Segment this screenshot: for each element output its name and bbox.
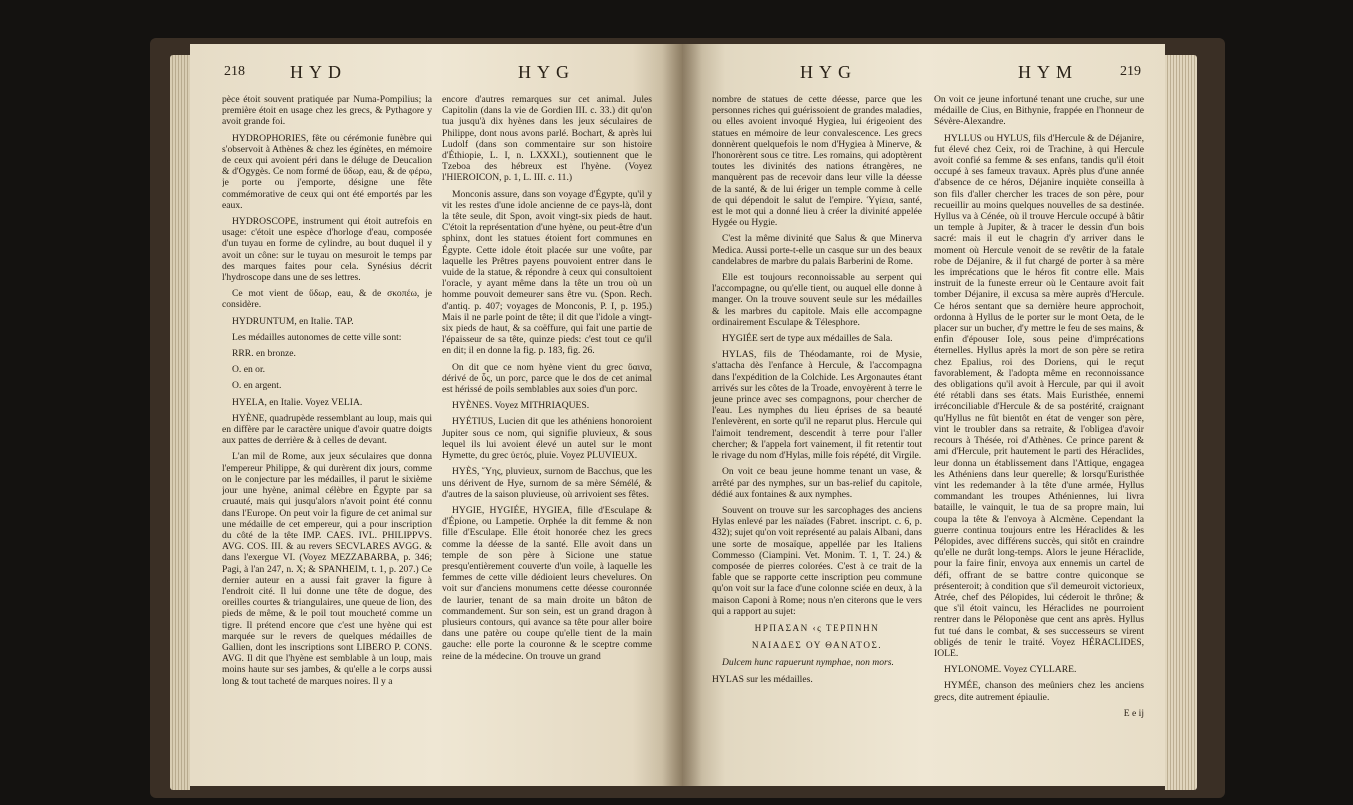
- running-head-right: HYM: [1018, 62, 1079, 82]
- running-head-left: HYG: [800, 62, 857, 82]
- running-head-left: HYD: [290, 62, 347, 82]
- paragraph: nombre de statues de cette déesse, parce que les personnes riches qui guérissoient de grandes maladies, ou elles avoient invoqué Hygiea, lui érigeoient des statues en mémoire de leur convalescence. Les grecs donnèrent quelquefois le nom d'Hygiea à Minerve, & l'honorèrent sous ce titre. Les romains, qui adoptèrent toutes les divinités des nations étrangères, ne manquèrent pas de recevoir dans leur ville la déesse de la santé, & de lui ériger un temple comme à celle de qui dépendoit le salut de l'empire. Ὑγίεια, santé, est le mot qui a donné lieu à créer la divinité appelée Hygée ou Hygie.: [712, 94, 922, 229]
- paragraph: encore d'autres remarques sur cet animal. Jules Capitolin (dans la vie de Gordien III. c. 33.) dit qu'on tua jusqu'à dix hyènes dans les jeux séculaires de Philippe, dont nous avons parlé. Bochart, & après lui Ludolf (dans son commentaire sur son histoire d'Éthiopie, L. I, n. LXXXI.), soutiennent que le Tzeboa des hébreux est l'hyène. (Voyez l'HIEROICON, p. 1, L. III. c. 11.): [442, 94, 652, 184]
- paragraph: On voit ce beau jeune homme tenant un vase, & arrêté par des nymphes, sur un bas-relief du capitole, dédié aux fontaines & aux nymphes.: [712, 466, 922, 500]
- entry-hydroscope: HYDROSCOPE, instrument qui étoit autrefois en usage: c'étoit une espèce d'horloge d'eau, composée d'un tuyau en forme de cylindre, au bout duquel il y avoit un cône: sur le tuyau on mesuroit le temps par des marques faites pour cela. Synésius décrit l'hydroscope dans une de ses lettres.: [222, 216, 432, 284]
- paragraph: pèce étoit souvent pratiquée par Numa-Pompilius; la première étoit en usage chez les grecs, & Pythagore y avoit grande foi.: [222, 94, 432, 128]
- right-page-header: [682, 62, 1165, 86]
- left-page-column-2: [442, 94, 652, 774]
- latin-quote: Dulcem hunc rapuerunt nymphae, non mors.: [722, 657, 894, 669]
- entry-hyllus: HYLLUS ou HYLUS, fils d'Hercule & de Déjanire, fut élevé chez Ceix, roi de Trachine, à qui Hercule avoit confié sa femme & ses enfans, tandis qu'il étoit occupé à ses fameux travaux. Après plus d'une année d'absence de ce héros, Déjanire inquiète conseilla à son fils d'aller chercher les traces de son père, pour recueillir au moins quelques nouvelles de sa destinée. Hyllus va à Cénée, où il trouve Hercule occupé à bâtir un temple à Jupiter, & à tracer le dessin d'un bois sacré: mais il eut le chagrin d'y arriver dans le moment où Hercule venoit de se revêtir de la fatale robe de Déjanire, & il fut chargé de porter à sa mère les imprécations que le héros fit contre elle. Mais instruit de la funeste erreur où le Centaure avoit fait tomber Déjanire, il excusa sa mère auprès d'Hercule. Ce héros sentant que sa dernière heure approchoit, ordonna à Hyllus de le porter sur le mont Oeta, de le placer sur un bucher, d'y mettre le feu de ses mains, & enfin d'épouser Iole, sous peine d'imprécations éternelles. Hyllus après la mort de son père se retira chez Epalius, roi des Doriens, qui le reçut favorablement, & l'adopta même en reconnoissance des obligations qu'il avoit à Hercule, par qui il avoit été rétabli dans ses états. Mais Euristhée, ennemi irréconciliable d'Hercule & de sa postérité, craignant qu'Hyllus ne fût bientôt en état de venger son père, vint le troubler dans sa retraite, & l'obligea d'avoir recours à Thésée, roi d'Athènes. Ce prince parent & ami d'Hercule, prit hautement le parti des Héraclides, leur donna un établissement dans l'Attique, engagea les Athéniens dans leur querelle; & lorsqu'Euristhée vint les redemander à la tête d'une armée, Hyllus commandant les troupes Athéniennes, lui livra bataille, le vainquit, le tua de sa propre main, lui coupa la tête & l'envoya à Alcmène. Cependant la guerre continua toujours entre les Héraclides & les Pélopides, avec différens succès, qui sitôt en craindre qu'elle ne durât long-temps. Alors le jeune Héraclide, pour la faire finir, envoya aux ennemis un cartel de défi, offrant de se battre contre quiconque se présenteroit; à condition que s'il demeuroit victorieux, Atrée, chef des Pélopides, lui céderoit le thrône; & que s'il étoit vaincu, les Héraclides ne pourroient rentrer dans le Péloponèse que cent ans après. Hyllus fut tué dans le combat, & ses successeurs se virent obligés de tenir le traité. Voyez HÉRACLIDES, IOLE.: [934, 132, 1144, 659]
- entry-hyetius: HYÉTIUS, Lucien dit que les athéniens honoroient Jupiter sous ce nom, qui signifie pluvieux, & sous lequel ils lui avoient élevé un autel sur le mont Hymette, du grec ὑετός, pluie. Voyez PLUVIEUX.: [442, 416, 652, 462]
- page-number: 218: [224, 64, 245, 79]
- entry-hydruntum: HYDRUNTUM, en Italie. TAP.: [232, 315, 354, 327]
- right-page-column-2: [934, 94, 1144, 774]
- paragraph: On voit ce jeune infortuné tenant une cruche, sur une médaille de Cius, en Bithynie, frappée en l'honneur de Sévère-Alexandre.: [934, 94, 1144, 128]
- right-page: [682, 44, 1165, 786]
- entry-hymee: HYMÉE, chanson des meûniers chez les anciens grecs, dite autrement épiaulie.: [934, 680, 1144, 703]
- signature-mark: E e ij: [1123, 707, 1144, 719]
- paragraph: Ce mot vient de ὕδωρ, eau, & de σκοπέω, je considère.: [222, 288, 432, 311]
- running-head-right: HYG: [518, 62, 575, 82]
- entry-hyene: HYÈNE, quadrupède ressemblant au loup, mais qui en diffère par le caractère unique d'avoir quatre doigts aux pattes de derrière & à celles de devant.: [222, 412, 432, 447]
- paragraph: O. en or.: [232, 364, 266, 376]
- greek-inscription-line-2: ΝΑΙΑΔΕΣ ΟΥ ΘΑΝΑΤΟΣ.: [751, 640, 883, 651]
- page-number: 219: [1120, 64, 1141, 79]
- entry-hyela: HYELA, en Italie. Voyez VELIA.: [232, 396, 363, 408]
- paragraph: Les médailles autonomes de cette ville sont:: [232, 331, 402, 343]
- paragraph: On dit que ce nom hyène vient du grec ὕαινα, dérivé de ὗς, un porc, parce que le dos de cet animal est hérissé de poils semblables aux soies d'un porc.: [442, 361, 652, 396]
- paragraph: HYLAS sur les médailles.: [712, 673, 813, 685]
- paragraph: Monconis assure, dans son voyage d'Égypte, qu'il y vit les restes d'une idole ancienne de ce pays-là, dont la tête seule, dit Spon, avoit vingt-six pieds de haut. C'étoit la représentation d'une hyène, ou peut-être d'un sphinx, dont les statues étoient fort communes en Égypte. Cette idole étoit placée sur une voûte, par laquelle les Prêtres payens pouvoient entrer dans le vuide de la statue, & répondre à ceux qui consultoient l'oracle, y ayant même dans la tête un trou où un homme pouvoit demeurer sans être vu. (Spon. Rech. d'antiq. p. 407; voyages de Monconis, P. I, p. 195.) Mais il ne parle point de tête; il dit que l'idole a vingt-six pieds de haut, & sa coëffure, qui fait une partie de l'épaisseur de sa tête, quinze pieds: c'est tout ce qu'il en dit; il en donne la fig. p. 183, fig. 26.: [442, 188, 652, 357]
- paragraph: HYGIÉE sert de type aux médailles de Sala.: [722, 333, 893, 345]
- paragraph: Elle est toujours reconnoissable au serpent qui l'accompagne, ou qu'elle tient, ou auquel elle donne à manger. On la trouve souvent seule sur les médailles & les marbres du capitole. Mais elle accompagne ordinairement Esculape & Télesphore.: [712, 272, 922, 328]
- left-page-column-1: [222, 94, 432, 774]
- entry-hydrophories: HYDROPHORIES, fête ou cérémonie funèbre qui s'observoit à Athènes & chez les égínètes, en mémoire de ceux qui avoient péri dans le déluge de Deucalion & d'Ogygès. Ce nom formé de ὕδωρ, eau, & de φέρω, je porte ou j'emporte, désigne une fête commémorative de ceux qui ont été emportés par les eaux.: [222, 132, 432, 211]
- paragraph: O. en argent.: [232, 380, 282, 392]
- entry-hyenes: HYÈNES. Voyez MITHRIAQUES.: [452, 400, 590, 412]
- paragraph: RRR. en bronze.: [232, 348, 296, 360]
- entry-hygie: HYGIE, HYGIÉE, HYGIEA, fille d'Esculape & d'Épione, ou Lampetie. Orphée la dit femme & non fille d'Esculape. Elle étoit honorée chez les grecs comme la déesse de la santé. Elle avoit dans un temple de son père à Sicione une statue presqu'entièrement couverte d'un voile, à laquelle les femmes de cette ville dédioient leurs chevelures. On voit sur d'anciens monumens cette déesse couronnée de laurier, tenant de sa main droite un bâton de commandement. Sur son sein, est un grand dragon à plusieurs contours, qui avance sa tête pour aller boire dans une patère ou coupe qu'elle tient de la main gauche: elle porte la couronne & le sceptre comme reine de la médecine. On trouve un grand: [442, 504, 652, 662]
- paragraph: Souvent on trouve sur les sarcophages des anciens Hylas enlevé par les naïades (Fabret. inscript. c. 6, p. 432); sujet qu'on voit représenté au palais Albani, dans une sorte de mosaïque, appellée par les Italiens Commesso (Ciampini. Vet. Monim. T. 1, T. 24.) & composée de pierres colorées. C'est à ce trait de la fable que se rapporte cette inscription peu commune qu'on voit sur la face d'une colonne sciée en deux, à la maison Caponi à Rome; nous n'en citerons que le vers qui a rapport au sujet:: [712, 504, 922, 617]
- left-page: [190, 44, 682, 786]
- entry-hylas: HYLAS, fils de Théodamante, roi de Mysie, s'attacha dès l'enfance à Hercule, & l'accompagna dans l'expédition de la Colchide. Les Argonautes étant arrivés sur les côtes de la Troade, envoyèrent à terre le jeune prince avec ses compagnons, pour chercher de l'eau. Les nymphes du lieu éprises de sa beauté l'enlevèrent, en sorte qu'il ne reparut plus. Hercule qui l'aimoit tendrement, descendit à terre pour l'aller chercher; & l'appela fort vainement, il fit retentir tout le rivage du nom d'Hylas, mille fois répété, dit Virgile.: [712, 349, 922, 462]
- entry-hylonome: HYLONOME. Voyez CYLLARE.: [944, 664, 1077, 676]
- page-edges-right: [1165, 55, 1197, 790]
- paragraph: C'est la même divinité que Salus & que Minerva Medica. Aussi porte-t-elle un casque sur un des beaux candelabres de marbre du palais Barberini de Rome.: [712, 233, 922, 267]
- paragraph: L'an mil de Rome, aux jeux séculaires que donna l'empereur Philippe, & qui durèrent dix jours, comme on le conjecture par les médailles, il parut le sixième jour une hyène, animal célèbre en Égypte par sa cruauté, mais qui jusqu'alors n'avoit point été connu dans l'Europe. On peut voir la figure de cet animal sur une médaille de cet empereur, qui a pour inscription du côté de la tête IMP. CAES. IVL. PHILIPPVS. AVG. COS. III. & au revers SECVLARES AVGG. & dans l'exergue VI. (Voyez MEZZABARBA, p. 346; Pagi, à l'an 247, n. X; & SPANHEIM, t. 1, p. 207.) Ce dernier auteur en a aussi fait graver la figure à l'endroit cité. Il lui donne une tête de dogue, des oreilles courtes & triangulaires, une queue de lion, des pieds de même, & le poil tout moucheté comme un tigre. Il prétend encore que c'est une hyène qui est marquée sur le revers de quelques médailles de Gallien, dont les inscriptions sont LIBERO P. CONS. AVG. Il dit que l'hyène est semblable à un loup, mais moins haute sur ses jambes, & qu'elle a le corps aussi long & tout tacheté de marques noires. Il y a: [222, 451, 432, 687]
- left-page-header: [190, 62, 682, 86]
- right-page-column-1: [712, 94, 922, 774]
- entry-hyes: HYÈS, Ὕης, pluvieux, surnom de Bacchus, que les uns dérivent de Hye, surnom de sa mère Sémélé, & d'autres de la saison pluvieuse, où arrivoient ses fêtes.: [442, 466, 652, 500]
- greek-inscription-line-1: ΗΡΠΑΣΑΝ ‹ς ΤΕΡΠΝΗΝ: [754, 622, 880, 633]
- page-edges-left: [170, 55, 190, 790]
